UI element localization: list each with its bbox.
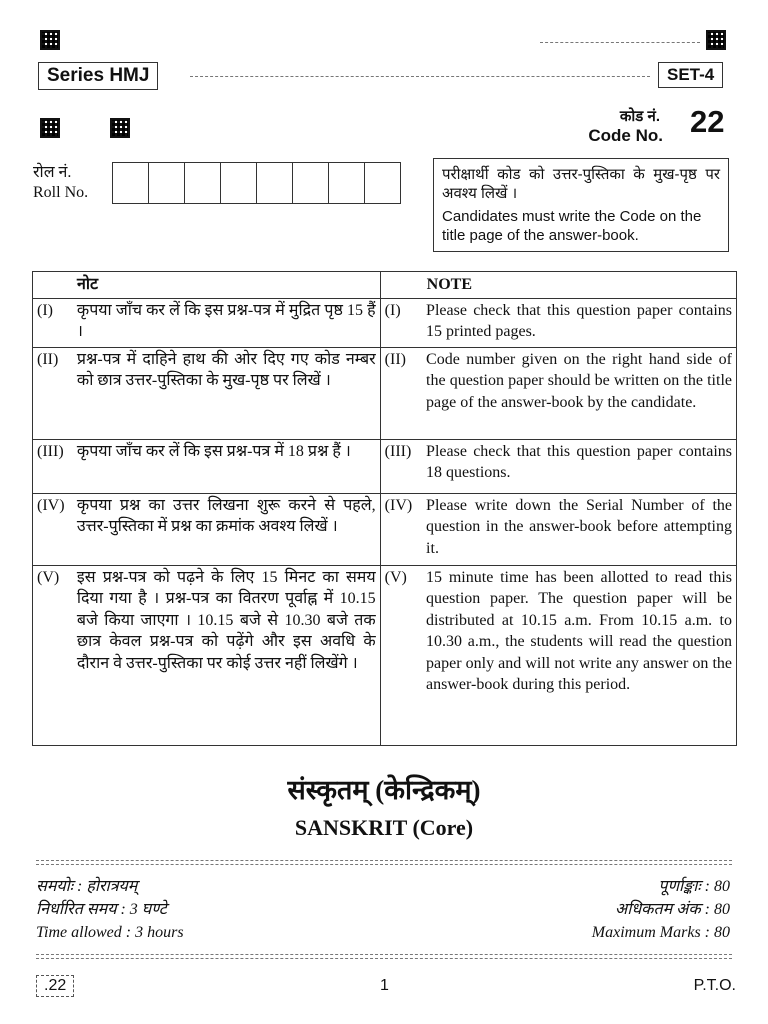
note-text-hi: कृपया जाँच कर लें कि इस प्रश्न-पत्र में 18 प्रश्न हैं । bbox=[73, 439, 380, 493]
code-value: 22 bbox=[690, 104, 725, 139]
page-number: 1 bbox=[380, 977, 389, 994]
code-instruction-hi: परीक्षार्थी कोड को उत्तर-पुस्तिका के मुख-पृष्ठ पर अवश्य लिखें । bbox=[442, 166, 720, 202]
divider bbox=[190, 76, 650, 77]
note-text-en: 15 minute time has been allotted to read this question paper. The question paper will be distributed at 10.15 a.m. From 10.15 a.m. to 10.30 a.m., the students will read the question paper only and will not write any answer on the answer-book during this period. bbox=[422, 565, 736, 745]
marks-hindi: अधिकतम अंक : 80 bbox=[614, 901, 730, 918]
exam-time-info bbox=[36, 875, 184, 944]
note-text-hi: कृपया जाँच कर लें कि इस प्रश्न-पत्र में मुद्रित पृष्ठ 15 हैं । bbox=[73, 298, 380, 347]
note-number: (I) bbox=[33, 298, 73, 347]
qr-code-icon bbox=[40, 30, 60, 50]
table-row bbox=[33, 347, 737, 439]
notes-table bbox=[32, 271, 737, 746]
note-number: (II) bbox=[33, 347, 73, 439]
note-number: (V) bbox=[33, 565, 73, 745]
roll-label-en: Roll No. bbox=[33, 184, 89, 201]
note-number: (V) bbox=[380, 565, 422, 745]
divider bbox=[540, 42, 700, 43]
note-number: (I) bbox=[380, 298, 422, 347]
table-row bbox=[33, 298, 737, 347]
subject-title-en: SANSKRIT (Core) bbox=[294, 815, 474, 840]
table-row bbox=[33, 565, 737, 745]
set-label: SET-4 bbox=[658, 62, 723, 88]
note-number: (IV) bbox=[33, 493, 73, 565]
time-sanskrit: समयोः : होरात्रयम् bbox=[36, 878, 138, 895]
note-number: (III) bbox=[33, 439, 73, 493]
roll-label-hi: रोल नं. bbox=[33, 164, 72, 181]
qr-code-icon bbox=[40, 118, 60, 138]
qr-code-icon bbox=[110, 118, 130, 138]
qr-code-icon bbox=[706, 30, 726, 50]
marks-english: Maximum Marks : 80 bbox=[591, 924, 730, 941]
note-number: (III) bbox=[380, 439, 422, 493]
notes-head-hi: नोट bbox=[33, 272, 381, 299]
note-text-hi: कृपया प्रश्न का उत्तर लिखना शुरू करने से पहले, उत्तर-पुस्तिका में प्रश्न का क्रमांक अवश्य लिखें । bbox=[73, 493, 380, 565]
note-text-en: Please check that this question paper contains 18 questions. bbox=[422, 439, 736, 493]
divider bbox=[36, 864, 732, 865]
note-number: (IV) bbox=[380, 493, 422, 565]
code-instruction-en: Candidates must write the Code on the title page of the answer-book. bbox=[442, 208, 702, 244]
subject-title-hi: संस्कृतम् (केन्द्रिकम्) bbox=[287, 775, 481, 805]
table-row bbox=[33, 493, 737, 565]
roll-number-boxes[interactable] bbox=[112, 162, 401, 204]
note-text-en: Please check that this question paper contains 15 printed pages. bbox=[422, 298, 736, 347]
marks-sanskrit: पूर्णाङ्काः : 80 bbox=[658, 878, 730, 895]
footer-code: .22 bbox=[36, 975, 74, 997]
code-label-hi: कोड नं. bbox=[619, 108, 660, 125]
time-hindi: निर्धारित समय : 3 घण्टे bbox=[36, 901, 167, 918]
series-label: Series HMJ bbox=[38, 62, 158, 90]
time-english: Time allowed : 3 hours bbox=[36, 924, 184, 941]
table-row bbox=[33, 439, 737, 493]
note-text-en: Code number given on the right hand side of the question paper should be written on the title page of the answer-book by the candidate. bbox=[422, 347, 736, 439]
divider bbox=[36, 860, 732, 861]
note-text-hi: प्रश्न-पत्र में दाहिने हाथ की ओर दिए गए कोड नम्बर को छात्र उत्तर-पुस्तिका के मुख-पृष्ठ पर लिखें । bbox=[73, 347, 380, 439]
pto-label: P.T.O. bbox=[693, 977, 736, 994]
exam-marks-info bbox=[592, 875, 730, 944]
divider bbox=[36, 958, 732, 959]
notes-head-en: NOTE bbox=[380, 272, 736, 299]
note-text-hi: इस प्रश्न-पत्र को पढ़ने के लिए 15 मिनट का समय दिया गया है । प्रश्न-पत्र का वितरण पूर्वाह्न में 10.15 बजे किया जाएगा । 10.15 बजे से 10.30 बजे तक छात्र केवल प्रश्न-पत्र को पढ़ेंगे और इस अवधि के दौरान वे उत्तर-पुस्तिका पर कोई उत्तर नहीं लिखेंगे । bbox=[73, 565, 380, 745]
divider bbox=[36, 954, 732, 955]
code-instruction-box bbox=[433, 158, 729, 252]
code-label-en: Code No. bbox=[588, 126, 663, 145]
note-number: (II) bbox=[380, 347, 422, 439]
note-text-en: Please write down the Serial Number of the question in the answer-book before attempting it. bbox=[422, 493, 736, 565]
